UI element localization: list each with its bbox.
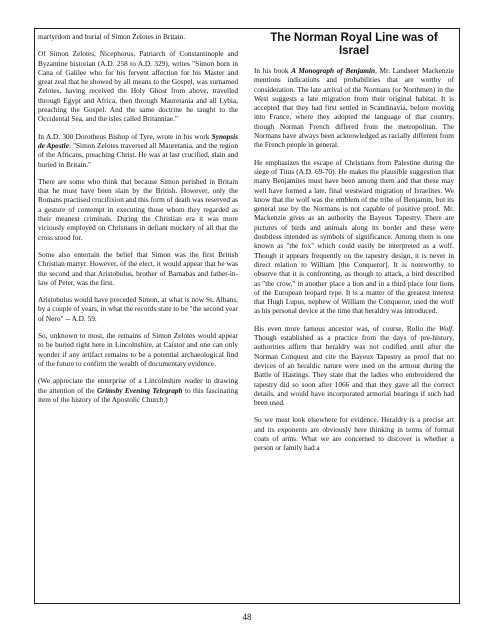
page-frame <box>34 28 460 604</box>
paragraph <box>38 376 238 404</box>
left-column <box>38 32 238 412</box>
right-column <box>254 32 454 461</box>
newspaper-title: Grimsby Evening Telegraph <box>97 385 183 395</box>
book-title: Synopsis de Apostle <box>38 131 238 150</box>
paragraph: Some also entertain the belief that Simon was the first British Christian martyr. However, of the elect, it would appear that he was the second and that Aristobulus, brother of Barnabas and father-in-law of Peter, was the first. <box>38 249 238 287</box>
paragraph: So we must look elsewhere for evidence. Heraldry is a precise art and its exponents are obviously here thinking in terms of formal coats of arms. What we are concerned to discover is whether a person or family had a <box>254 415 454 453</box>
paragraph: Of Simon Zelotes, Nicephorus, Patriarch of Constantinople and Byzantine historian (A.D. 258 to A.D. 329), writes "Simon born in Cana of Galilee who for his fervent affection for his Master and great zeal that he showed by all means to the Gospel, was surnamed Zelotes, having received the Holy Ghost from above, travelled through Egypt and Africa, then through Mauretania and all Lybia, preaching the Gospel. And the same doctrine he taught to the Occidental Sea, and the isles called Britanniae." <box>38 49 238 124</box>
text-run: His even more famous ancestor was, of course, Rollo <box>254 323 427 333</box>
page-number: 48 <box>242 612 252 622</box>
paragraph: Aristobulus would have preceded Simon, at what is now St. Albans, by a couple of years, in what the records state to be "the second year of Nero" -- A.D. 59. <box>38 295 238 323</box>
paragraph: There are some who think that because Simon perished in Britain that he must have been slain by the British. However, only the Romans practised crucifixion and this form of death was reserved as a gesture of contempt in executing those whom they regarded as their meanest criminals. During the Christian era it was more viciously employed on Christians in defiant mockery of all that the cross stood for. <box>38 176 238 242</box>
paragraph <box>254 324 454 408</box>
epithet: the Wolf <box>426 323 453 333</box>
book-title: A Monograph of Benjamin <box>291 66 376 75</box>
article-heading: The Norman Royal Line was of Israel <box>270 32 438 57</box>
paragraph <box>38 132 238 169</box>
text-run: , Mr. Landseer Mackenzie mentions indications and probabilities that are worthy of consideration. The late arrival of the Normans (or Northmen) in the West suggests a late migration from their original habitat. It is accepted that they had first settled in Scandinavia, before moving into France, where they adopted the language of that country, though Norman French differed from the metropolitan. The Normans have always been acknowledged as racially different from the French people in general. <box>254 66 454 150</box>
text-run: In A.D. 300 Dorotheus Bishop of Tyre, wrote in his work <box>38 131 212 141</box>
paragraph <box>254 66 454 150</box>
paragraph: He emphasizes the escape of Christians from Palestine during the siege of Titus (A.D. 69-70). He makes the plausible suggestion that many Benjamites must have been among them and that these may well have formed a late, final westward migration of Israelites. We know that the wolf was the emblem of the tribe of Benjamin, but its general use by the Normans is not capable of positive proof. Mr. Mackenzie gives as an authority the Bayeux Tapestry. There are pictures of birds and animals along its border and these were doubtless intended as symbols of significance. Among them is one known as "the fox" which could easily be interpreted as a wolf. Though it appears frequently on the tapestry design, it is never in direct relation to William [the Conqueror]. It is noteworthy to observe that it is confronting, as though to attack, a bird described as "the crow," in another place a lion and in a third place four lions of the European leopard type. It is a matter of the greatest interest that Hugh Lupus, nephew of William the Conqueror, used the wolf as his personal device at the time that heraldry was introduced. <box>254 157 454 316</box>
paragraph: So, unknown to most, the remains of Simon Zelotes would appear to be buried right here in Lincolnshire, at Caistor and one can only wonder if any artifact remains to be a potential archaeological find of the future to confirm the wealth of documentary evidence. <box>38 331 238 368</box>
text-run: to this fascinating item of the history of the Apostolic Church.) <box>38 385 238 404</box>
text-run: . Though established as a practice from the days of pre-history, authorities affirm that heraldry was not codified until after the Norman Conquest and cite the Bayeux Tapestry as proof that no devices of an heraldic nature were used on the armour during the Battle of Hastings. They state that the ladies who embroidered the tapestry did so soon after 1066 and that they gave all the correct details, and would have incorporated armorial bearings if such had been used. <box>254 323 454 408</box>
paragraph: martyrdom and burial of Simon Zelotes in Britain. <box>38 32 186 41</box>
text-run: : "Simon Zelotes traversed all Mauretania, and the region of the Africans, preaching Christ. He was at last crucified, slain and buried in Britain." <box>38 140 238 169</box>
text-run: (We appreciate the enterprise of a Lincolnshire reader in drawing the attention of the <box>38 376 238 395</box>
text-run: In his book <box>254 66 292 75</box>
